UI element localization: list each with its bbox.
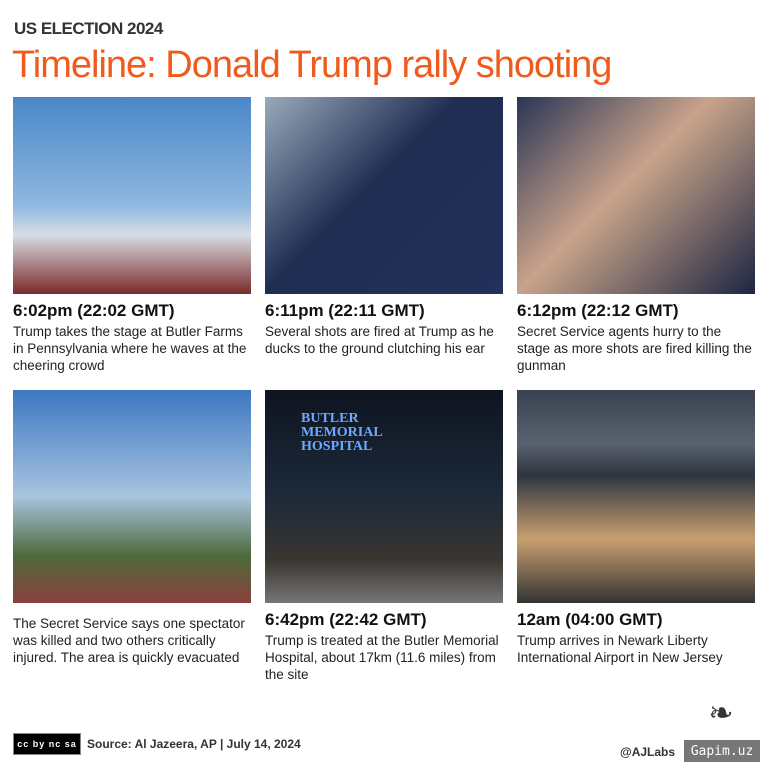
event-time: 6:12pm (22:12 GMT): [517, 301, 679, 320]
al-jazeera-calligraphy-icon: ❧: [708, 697, 734, 730]
event-time: 6:11pm (22:11 GMT): [265, 301, 425, 320]
footer: [13, 733, 301, 755]
event-description: Several shots are fired at Trump as he ducks to the ground clutching his ear: [265, 324, 494, 356]
photo-trump-takes-stage: [13, 97, 251, 294]
event-time: 12am (04:00 GMT): [517, 610, 663, 629]
photo-secret-service: [517, 97, 755, 294]
kicker: US ELECTION 2024: [14, 19, 163, 38]
photo-rally-site-flag: [13, 390, 251, 603]
photo-hospital: [265, 390, 503, 603]
event-description: The Secret Service says one spectator was killed and two others critically injured. The area is quickly evacuated: [13, 616, 245, 665]
event-time: 6:02pm (22:02 GMT): [13, 301, 175, 320]
photo-trump-ducks: [265, 97, 503, 294]
watermark: Gapim.uz: [684, 740, 760, 762]
event-description: Secret Service agents hurry to the stage as more shots are fired killing the gunman: [517, 324, 752, 373]
event-card: [13, 390, 251, 666]
creative-commons-icon: cc by nc sa: [13, 733, 81, 755]
source-text: Source: Al Jazeera, AP | July 14, 2024: [87, 737, 301, 751]
aj-labs-handle: @AJLabs: [620, 745, 676, 759]
event-card: [517, 390, 755, 666]
page-title: Timeline: Donald Trump rally shooting: [12, 44, 612, 86]
event-time: 6:42pm (22:42 GMT): [265, 610, 427, 629]
photo-newark-airport: [517, 390, 755, 603]
al-jazeera-logo: [684, 696, 760, 766]
event-description: Trump takes the stage at Butler Farms in Pennsylvania where he waves at the cheering crowd: [13, 324, 247, 373]
event-card: [265, 97, 503, 357]
event-card: [517, 97, 755, 374]
event-description: Trump is treated at the Butler Memorial Hospital, about 17km (11.6 miles) from the site: [265, 633, 499, 682]
event-card: [13, 97, 251, 374]
event-description: Trump arrives in Newark Liberty International Airport in New Jersey: [517, 633, 723, 665]
event-card: [265, 390, 503, 683]
hospital-sign: BUTLER MEMORIAL HOSPITAL: [301, 411, 382, 454]
